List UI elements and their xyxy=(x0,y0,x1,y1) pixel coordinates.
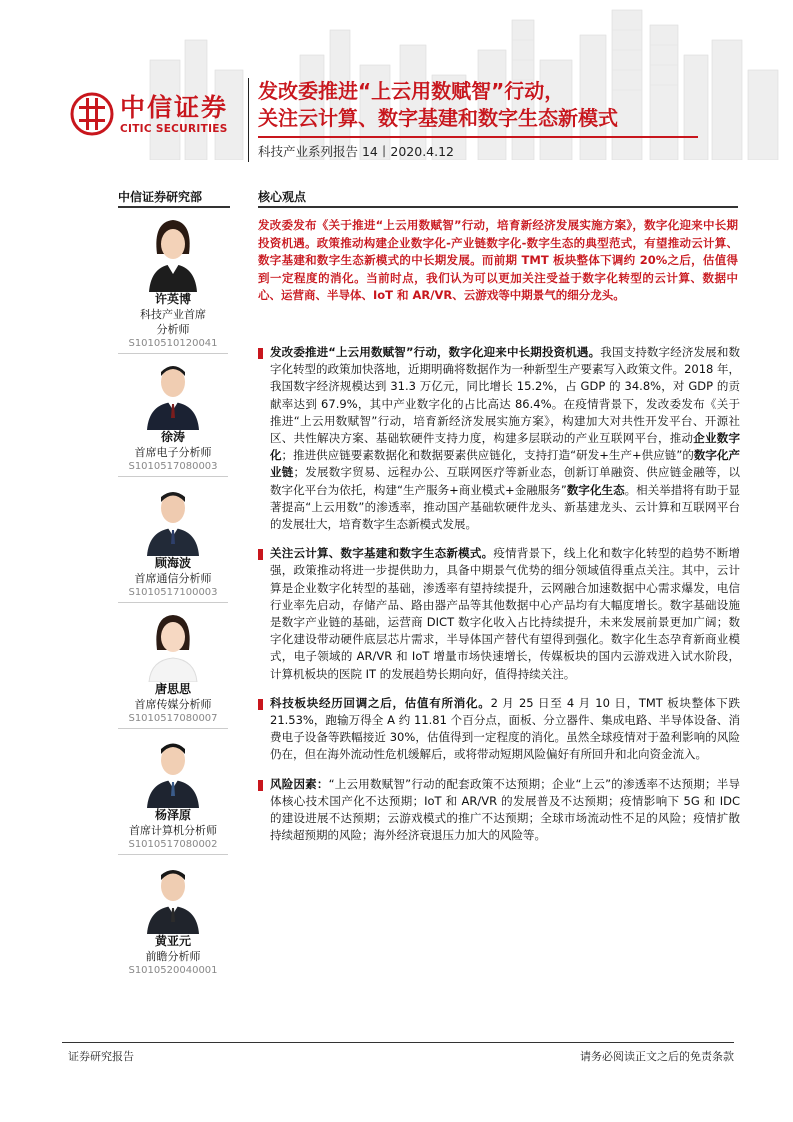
citic-logo xyxy=(70,92,228,136)
analyst-title: 分析师 xyxy=(156,323,190,336)
analyst-title: 首席传媒分析师 xyxy=(134,698,212,711)
key-point-emphasis: 数字化产业链 xyxy=(270,448,741,480)
analyst-license-id: S1010517080007 xyxy=(128,713,218,724)
analyst-license-id: S1010517100003 xyxy=(128,587,218,598)
analyst-divider xyxy=(118,728,228,729)
analyst-photo xyxy=(143,862,203,934)
key-point-lead: 科技板块经历回调之后，估值有所消化。 xyxy=(270,695,491,710)
key-point-text: ；推进供应链要素数据化和数据要素供应链化，支持打造“研发+生产+供应链”的 xyxy=(281,448,694,463)
key-point-text: 。相关举措将有助于显著提高“上云用数”的渗透率，推动国产基础软硬件龙头、新基建龙头、云计算和互联网平台的发展壮大，培育数字生态新模式发展。 xyxy=(270,482,741,532)
key-point xyxy=(258,344,740,533)
analyst-title: 首席电子分析师 xyxy=(134,446,212,459)
analyst-sidebar xyxy=(118,214,228,982)
report-title-line2: 关注云计算、数字基建和数字生态新模式 xyxy=(258,106,618,130)
key-point xyxy=(258,695,740,764)
report-title-line1: 发改委推进“上云用数赋智”行动， xyxy=(258,79,565,103)
report-title xyxy=(258,78,618,132)
key-point-text: 疫情背景下，线上化和数字化转型的趋势不断增强，政策推动将进一步提供助力，具备中期景气优势的细分领域值得重点关注。其中，云计算是企业数字化转型的基础，渗透率有望持续提升，云网融合加速数据中心需求爆发，电信行业率先启动，存储产品、路由器产品等其他数据中心产品均有大幅度增长。数字基础设施是数字产业链的基础，运营商 DICT 数字化收入占比持续提升，未来发展前景更加广阔；数字化建设带动硬件底层芯片需求，半导体国产替代有望得到强化。数字化生态孕育新商业模式，电子领域的 AR/VR 和 IoT 增量市场快速增长，传媒板块的国内云游戏进入试水阶段，计算机板块的医院 IT 的发展趋势长期向好，值得持续关注。 xyxy=(270,546,741,681)
key-point-emphasis: 企业数字化 xyxy=(270,431,741,463)
citic-logo-icon xyxy=(70,92,114,136)
bullet-marker xyxy=(258,549,263,560)
key-point-lead: 发改委推进“上云用数赋智”行动，数字化迎来中长期投资机遇。 xyxy=(270,345,601,359)
analyst-divider xyxy=(118,476,228,477)
analyst-photo xyxy=(143,358,203,430)
analyst-title: 首席计算机分析师 xyxy=(129,824,217,837)
key-point-text: 2 月 25 日至 4 月 10 日，TMT 板块整体下跌 21.53%，跑输万得全 A 约 11.81 个百分点，面板、分立器件、集成电路、半导体设备、消费电子设备等跌幅接近 30%，估值得到一定程度的消化。虽然全球疫情对于盈利影响的风险仍在，但在海外流动性危机缓解后，或将带动短期风险偏好有所回升和北向资金流入。 xyxy=(270,695,740,762)
analyst-photo xyxy=(143,214,203,292)
key-point xyxy=(258,545,740,683)
title-rule xyxy=(258,136,698,138)
key-point-text: “上云用数赋智”行动的配套政策不达预期；企业“上云”的渗透率不达预期；半导体核心技术国产化不达预期；IoT 和 AR/VR 的发展普及不达预期；疫情影响下 5G 和 IDC 的建设进展不达预期；云游戏模式的推广不达预期；全球市场流动性不足的风险；疫情扩散持续超预期的风险；海外经济衰退压力加大的风险等。 xyxy=(270,776,741,843)
analyst-card xyxy=(118,610,228,730)
footer-rule xyxy=(62,1042,734,1043)
analyst-title: 前瞻分析师 xyxy=(145,950,201,963)
key-point-lead: 关注云计算、数字基建和数字生态新模式。 xyxy=(270,546,494,561)
header-divider xyxy=(248,78,249,162)
analyst-card xyxy=(118,484,228,604)
analyst-card xyxy=(118,214,228,354)
analyst-title: 科技产业首席 xyxy=(140,308,206,321)
analyst-license-id: S1010517080003 xyxy=(128,461,218,472)
sidebar-heading-rule xyxy=(118,206,230,208)
bullet-marker xyxy=(258,348,263,359)
analyst-name: 徐涛 xyxy=(160,430,185,444)
analyst-license-id: S1010517080002 xyxy=(128,839,218,850)
bullet-marker xyxy=(258,699,263,710)
analyst-card xyxy=(118,358,228,478)
series-date-line: 科技产业系列报告 14丨2020.4.12 xyxy=(258,144,454,159)
analyst-photo xyxy=(143,610,203,682)
logo-en-text: CITIC SECURITIES xyxy=(120,122,228,135)
sidebar-heading: 中信证券研究部 xyxy=(118,190,203,204)
analyst-license-id: S1010520040001 xyxy=(128,965,218,976)
analyst-name: 杨泽原 xyxy=(154,808,191,822)
bullet-marker xyxy=(258,780,263,791)
key-point xyxy=(258,776,740,845)
analyst-license-id: S1010510120041 xyxy=(128,338,218,349)
key-point-emphasis: 数字化生态 xyxy=(566,482,625,497)
logo-cn-text: 中信证券 xyxy=(120,92,229,122)
core-heading: 核心观点 xyxy=(258,190,307,204)
analyst-photo xyxy=(143,484,203,556)
analyst-divider xyxy=(118,602,228,603)
analyst-card xyxy=(118,736,228,856)
analyst-title: 首席通信分析师 xyxy=(134,572,212,585)
analyst-name: 唐思思 xyxy=(154,682,191,696)
key-points-list xyxy=(258,344,740,856)
key-point-text: ；发展数字贸易、远程办公、互联网医疗等新业态，创新订单融资、供应链金融等，以数字化平台为依托，构建“生产服务+商业模式+金融服务” xyxy=(270,465,740,497)
key-point-text: 我国支持数字经济发展和数字化转型的政策加快落地，近期明确将数据作为一种新型生产要素写入政策文件。2018 年，我国数字经济规模达到 31.3 万亿元，同比增长 15.2%，占 GDP 的 34.8%，对 GDP 的贡献率达到 67.9%，其中产业数字化的占比高达 86.4%。在疫情背景下，发改委发布《关于推进“上云用数赋智”行动，培育新经济发展实施方案》，构建加大对共性开发平台、开源社区、共性解决方案、基础软硬件支持力度，构建多层联动的产业互联网平台，推动 xyxy=(270,345,741,446)
footer-report-type: 证券研究报告 xyxy=(68,1050,134,1063)
analyst-card xyxy=(118,862,228,982)
analyst-photo xyxy=(143,736,203,808)
analyst-name: 许英博 xyxy=(154,292,191,306)
analyst-divider xyxy=(118,353,228,354)
analyst-name: 顾海波 xyxy=(154,556,191,570)
analyst-name: 黄亚元 xyxy=(154,934,191,948)
key-point-lead: 风险因素： xyxy=(270,776,329,791)
core-heading-rule xyxy=(258,206,738,208)
footer-disclaimer: 请务必阅读正文之后的免责条款 xyxy=(580,1050,734,1063)
analyst-divider xyxy=(118,854,228,855)
core-view-paragraph: 发改委发布《关于推进“上云用数赋智”行动，培育新经济发展实施方案》，数字化迎来中长期投资机遇。政策推动构建企业数字化-产业链数字化-数字生态的典型范式，有望推动云计算、数字基建和数字生态新模式的中长期发展。而前期 TMT 板块整体下调约 20%之后，估值得到一定程度的消化。当前时点，我们认为可以更加关注受益于数字化转型的云计算、数据中心、运营商、半导体、IoT 和 AR/VR、云游戏等中期景气的细分龙头。 xyxy=(258,218,738,302)
